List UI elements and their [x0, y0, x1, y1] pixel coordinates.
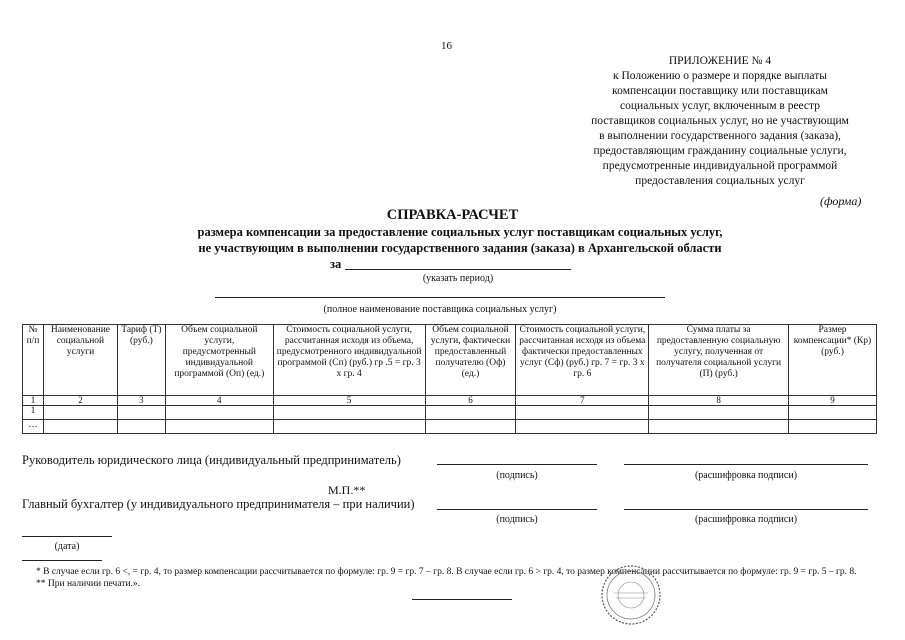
period-hint: (указать период) [422, 273, 494, 284]
table-cell[interactable] [516, 420, 649, 434]
column-number: 9 [789, 396, 877, 406]
calculation-table [22, 324, 877, 434]
period-field-line[interactable] [345, 269, 571, 270]
table-cell[interactable] [649, 420, 789, 434]
column-header: Наименование социальной услуги [43, 325, 117, 396]
document-subtitle [120, 224, 800, 256]
date-hint: (дата) [54, 541, 80, 552]
table-row [23, 420, 877, 434]
appendix-line: предоставления социальных услуг [635, 175, 805, 187]
column-header: Размер компенсации* (Кр) (руб.) [789, 325, 877, 396]
accountant-signature-hint: (подпись) [496, 514, 538, 525]
table-header-row [23, 325, 877, 396]
subtitle-line: размера компенсации за предоставление социальных услуг поставщикам социальных услуг, [197, 225, 723, 239]
table-cell[interactable] [165, 406, 273, 420]
organization-field-line[interactable] [215, 297, 665, 298]
table-cell[interactable]: 1 [23, 406, 44, 420]
organization-hint: (полное наименование поставщика социальных услуг) [323, 304, 557, 315]
appendix-line: поставщиков социальных услуг, но не участвующим [591, 115, 849, 127]
accountant-decode-line[interactable] [624, 509, 868, 510]
table-cell[interactable] [117, 406, 165, 420]
column-number: 7 [516, 396, 649, 406]
table-cell[interactable] [649, 406, 789, 420]
column-header: Тариф (Т) (руб.) [117, 325, 165, 396]
head-signature-line[interactable] [437, 464, 597, 465]
table-cell[interactable] [43, 406, 117, 420]
table-cell[interactable] [165, 420, 273, 434]
column-number: 3 [117, 396, 165, 406]
table-cell[interactable] [273, 406, 425, 420]
column-number: 5 [273, 396, 425, 406]
form-label: (форма) [820, 194, 862, 208]
column-header: № п/п [23, 325, 44, 396]
table-cell[interactable] [425, 420, 516, 434]
column-number: 8 [649, 396, 789, 406]
appendix-line: предоставляющим гражданину социальные услуги, [593, 145, 847, 157]
table-cell[interactable] [425, 406, 516, 420]
column-number: 6 [425, 396, 516, 406]
appendix-title: ПРИЛОЖЕНИЕ № 4 [668, 55, 772, 67]
column-number: 4 [165, 396, 273, 406]
seal-place-label: М.П.** [328, 483, 366, 497]
appendix-line: компенсации поставщику или поставщикам [612, 85, 828, 97]
table-cell[interactable] [273, 420, 425, 434]
appendix-line: социальных услуг, включенным в реестр [620, 100, 820, 112]
accountant-signature-label: Главный бухгалтер (у индивидуального предпринимателя – при наличии) [22, 497, 415, 511]
accountant-signature-line[interactable] [437, 509, 597, 510]
table-cell[interactable]: … [23, 420, 44, 434]
head-decode-line[interactable] [624, 464, 868, 465]
head-decode-hint: (расшифровка подписи) [694, 470, 798, 481]
column-header: Объем социальной услуги, фактически предоставленный получателю (Оф) (ед.) [425, 325, 516, 396]
table-cell[interactable] [43, 420, 117, 434]
column-header: Объем социальной услуги, предусмотренный индивидуальной программой (Оп) (ед.) [165, 325, 273, 396]
appendix-block [555, 54, 885, 189]
table-cell[interactable] [117, 420, 165, 434]
page-number: 16 [441, 40, 452, 52]
subtitle-line: не участвующим в выполнении государственного задания (заказа) в Архангельской области [198, 241, 722, 255]
footnote-separator [22, 560, 102, 561]
appendix-line: предусмотренные индивидуальной программой [602, 160, 838, 172]
footnote: * В случае если гр. 6 <, = гр. 4, то размер компенсации рассчитывается по формуле: гр. 9 = гр. 7 – гр. 8. В случае если гр. 6 > гр. 4, то размер компенсации рассчитывается по формуле: гр. 9 = гр. 5 – гр. 8. [36, 567, 857, 577]
column-header: Сумма платы за предоставленную социальную услугу, полученная от получателя социальной услуги (П) (руб.) [649, 325, 789, 396]
table-cell[interactable] [789, 420, 877, 434]
stamp-seal [600, 564, 662, 626]
column-number-row [23, 396, 877, 406]
head-signature-hint: (подпись) [496, 470, 538, 481]
date-line[interactable] [22, 536, 112, 537]
document-title: СПРАВКА-РАСЧЕТ [386, 207, 519, 223]
appendix-line: к Положению о размере и порядке выплаты [613, 70, 827, 82]
appendix-line: в выполнении государственного задания (заказа), [599, 130, 841, 142]
period-prefix: за [330, 257, 342, 271]
column-header: Стоимость социальной услуги, рассчитанная исходя из объема фактически предоставленных услуг (Сф) (руб.) гр. 7 = гр. 3 х гр. 6 [516, 325, 649, 396]
table-row [23, 406, 877, 420]
column-header: Стоимость социальной услуги, рассчитанная исходя из объема, предусмотренного индивидуальной программой (Сп) (руб.) гр .5 = гр. 3 х гр. 4 [273, 325, 425, 396]
table-cell[interactable] [516, 406, 649, 420]
footnote: ** При наличии печати.». [36, 579, 141, 589]
table-cell[interactable] [789, 406, 877, 420]
column-number: 2 [43, 396, 117, 406]
accountant-decode-hint: (расшифровка подписи) [694, 514, 798, 525]
head-signature-label: Руководитель юридического лица (индивидуальный предприниматель) [22, 453, 401, 467]
column-number: 1 [23, 396, 44, 406]
closing-line [412, 599, 512, 600]
footnotes [22, 566, 880, 590]
